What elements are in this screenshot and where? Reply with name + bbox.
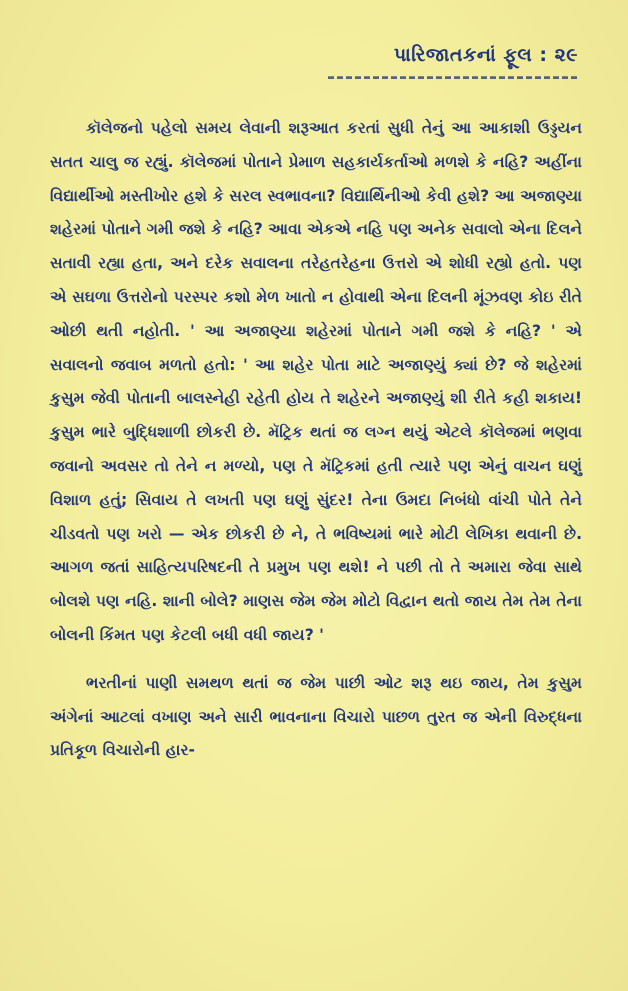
paragraph-2: ભરતીનાં પાણી સમથળ થતાં જ જેમ પાછી ઓટ શરૂ થઇ જાય, તેમ કુસુમ અંગેનાં આટલાં વખાણ અને સારી ભાવનાના વિચારો પાછળ તુરત જ એની વિરુદ્ધના પ્રતિકૂળ વિચારોની હાર-: [50, 673, 582, 760]
page-header: [328, 44, 578, 79]
paragraph-1: કૉલેજનો પહેલો સમય લેવાની શરૂઆત કરતાં સુધી તેનું આ આકાશી ઉડ્ડયન સતત ચાલુ જ રહ્યું. કૉલેજમાં પોતાને પ્રેમાળ સહકાર્યકર્તાઓ મળશે કે નહિ? અહીંના વિદ્યાર્થીઓ મસ્તીખોર હશે કે સરલ સ્વભાવના? વિદ્યાર્થિનીઓ કેવી હશે? આ અજાણ્યા શહેરમાં પોતાને ગમી જશે કે નહિ? આવા એકએ નહિ પણ અનેક સવાલો એના દિલને સતાવી રહ્યા હતા, અને દરેક સવાલના તરેહતરેહના ઉત્તરો એ શોધી રહ્યો હતો. પણ એ સઘળા ઉત્તરોનો પરસ્પર કશો મેળ ખાતો ન હોવાથી એના દિલની મૂંઝવણ કોઇ રીતે ઓછી થતી નહોતી. ' આ અજાણ્યા શહેરમાં પોતાને ગમી જશે કે નહિ? ' એ સવાલનો જવાબ મળતો હતો: ' આ શહેર પોતા માટે અજાણ્યું ક્યાં છે? જે શહેરમાં કુસુમ જેવી પોતાની બાલસ્નેહી રહેતી હોય તે શહેરને અજાણ્યું શી રીતે કહી શકાય! કુસુમ ભારે બુદ્ધિશાળી છોકરી છે. મૅટ્રિક થતાં જ લગ્ન થયું એટલે કૉલેજમાં ભણવા જવાનો અવસર તો તેને ન મળ્યો, પણ તે મૅટ્રિકમાં હતી ત્યારે પણ એનું વાચન ઘણું વિશાળ હતું; સિવાય તે લખતી પણ ઘણું સુંદર! તેના ઉમદા નિબંધો વાંચી પોતે તેને ચીડવતો પણ ખરો — એક છોકરી છે ને, તે ભવિષ્યમાં ભારે મોટી લેખિકા થવાની છે. આગળ જતાં સાહિત્યપરિષદની તે પ્રમુખ પણ થશે! ને પછી તો તે અમારા જેવા સાથે બોલશે પણ નહિ. શાની બોલે? માણસ જેમ જેમ મોટો વિદ્વાન થતો જાય તેમ તેમ તેના બોલની કિંમત પણ કેટલી બધી વધી જાય? ': [50, 119, 582, 644]
body-text: [50, 112, 582, 768]
header-rule: [328, 72, 578, 79]
running-head: પારિજાતકનાં ફૂલ : ૨૯: [393, 44, 578, 66]
